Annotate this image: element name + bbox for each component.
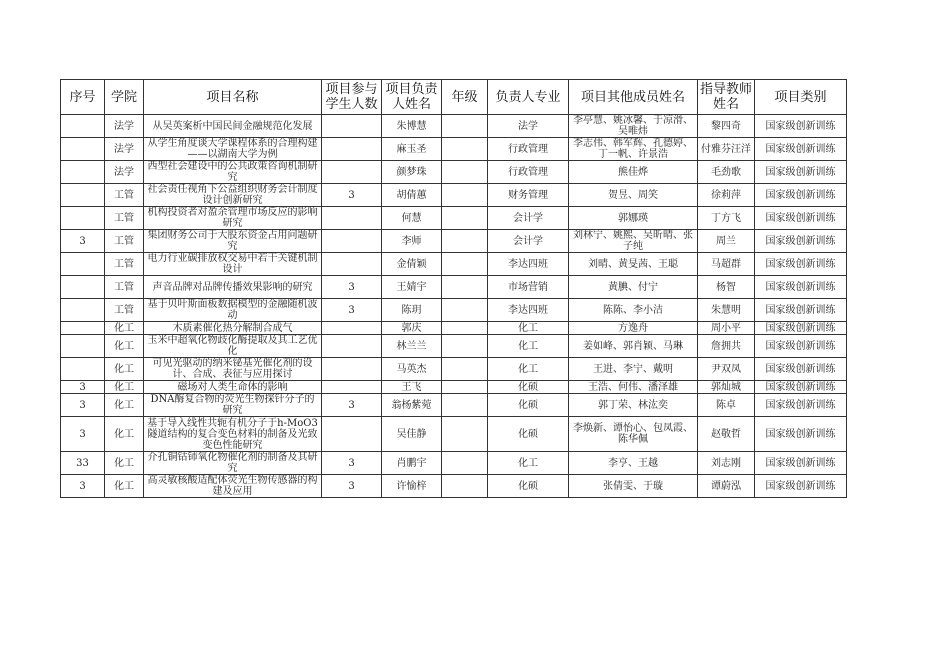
cell-advisor: 付雅芬汪洋 — [698, 138, 755, 161]
table-row — [61, 322, 847, 335]
cell-seq: 33 — [61, 452, 105, 475]
cell-members: 方逸舟 — [569, 322, 698, 335]
cell-college: 化工 — [105, 358, 144, 381]
cell-major: 财务管理 — [488, 184, 569, 207]
cell-college: 工管 — [105, 299, 144, 322]
cell-college: 法学 — [105, 115, 144, 138]
header-cell: 负责人专业 — [488, 80, 569, 115]
header-row — [61, 80, 847, 115]
cell-grade — [442, 253, 488, 276]
cell-college: 化工 — [105, 335, 144, 358]
cell-name: 社会责任视角下公益组织财务会计制度设计创新研究 — [144, 184, 322, 207]
header-cell: 学院 — [105, 80, 144, 115]
cell-major: 行政管理 — [488, 138, 569, 161]
cell-count: 3 — [322, 299, 382, 322]
cell-type: 国家级创新训练 — [755, 394, 847, 417]
table-row — [61, 115, 847, 138]
cell-seq: 3 — [61, 381, 105, 394]
cell-grade — [442, 276, 488, 299]
cell-seq — [61, 253, 105, 276]
cell-name: 基于贝叶斯面板数据模型的金融随机波动 — [144, 299, 322, 322]
cell-grade — [442, 322, 488, 335]
cell-major: 行政管理 — [488, 161, 569, 184]
cell-members: 贺昱、周笑 — [569, 184, 698, 207]
table-row — [61, 184, 847, 207]
cell-type: 国家级创新训练 — [755, 335, 847, 358]
cell-type: 国家级创新训练 — [755, 207, 847, 230]
cell-count — [322, 138, 382, 161]
cell-leader: 麻玉圣 — [382, 138, 442, 161]
cell-grade — [442, 138, 488, 161]
cell-leader: 金倩颖 — [382, 253, 442, 276]
cell-leader: 王婧宇 — [382, 276, 442, 299]
cell-college: 化工 — [105, 475, 144, 498]
table-row — [61, 253, 847, 276]
cell-type: 国家级创新训练 — [755, 358, 847, 381]
cell-college: 法学 — [105, 161, 144, 184]
cell-members: 李志伟、韩军辉、孔德婷、丁一帆、许景浩 — [569, 138, 698, 161]
cell-advisor: 杨智 — [698, 276, 755, 299]
cell-count — [322, 207, 382, 230]
cell-major: 化工 — [488, 358, 569, 381]
cell-seq — [61, 299, 105, 322]
cell-leader: 朱博慧 — [382, 115, 442, 138]
cell-count: 3 — [322, 394, 382, 417]
table-row — [61, 230, 847, 253]
table-row — [61, 276, 847, 299]
cell-advisor: 朱慧明 — [698, 299, 755, 322]
cell-grade — [442, 394, 488, 417]
cell-college: 化工 — [105, 417, 144, 452]
cell-leader: 马英杰 — [382, 358, 442, 381]
cell-grade — [442, 335, 488, 358]
cell-members: 黄腆、付宁 — [569, 276, 698, 299]
cell-major: 李达四班 — [488, 299, 569, 322]
cell-name: 声音品牌对品牌传播效果影响的研究 — [144, 276, 322, 299]
cell-type: 国家级创新训练 — [755, 230, 847, 253]
cell-major: 法学 — [488, 115, 569, 138]
cell-count — [322, 161, 382, 184]
cell-type: 国家级创新训练 — [755, 253, 847, 276]
cell-leader: 何慧 — [382, 207, 442, 230]
table-row — [61, 394, 847, 417]
table-row — [61, 161, 847, 184]
cell-leader: 胡倩蕙 — [382, 184, 442, 207]
table-row — [61, 138, 847, 161]
cell-major: 化硕 — [488, 475, 569, 498]
cell-count — [322, 322, 382, 335]
cell-major: 李达四班 — [488, 253, 569, 276]
table-row — [61, 299, 847, 322]
table-row — [61, 335, 847, 358]
cell-advisor: 周小平 — [698, 322, 755, 335]
cell-major: 化硕 — [488, 417, 569, 452]
cell-name: 玉米中超氧化物歧化酶提取及其工艺优化 — [144, 335, 322, 358]
cell-type: 国家级创新训练 — [755, 475, 847, 498]
cell-seq — [61, 276, 105, 299]
cell-name: 介孔铜钴铈氧化物催化剂的制备及其研究 — [144, 452, 322, 475]
cell-name: 可见光驱动的纳米铋基光催化剂的设计、合成、表征与应用探讨 — [144, 358, 322, 381]
cell-seq — [61, 184, 105, 207]
cell-type: 国家级创新训练 — [755, 276, 847, 299]
cell-members: 李亭慧、姚冰馨、于凉滑、吴唯炜 — [569, 115, 698, 138]
table-row — [61, 358, 847, 381]
cell-name: 木质素催化热分解制合成气 — [144, 322, 322, 335]
table-row — [61, 475, 847, 498]
cell-advisor: 刘志刚 — [698, 452, 755, 475]
cell-advisor: 詹拥共 — [698, 335, 755, 358]
cell-advisor: 黎四奇 — [698, 115, 755, 138]
cell-type: 国家级创新训练 — [755, 417, 847, 452]
cell-grade — [442, 475, 488, 498]
cell-grade — [442, 299, 488, 322]
cell-name: 磁场对人类生命体的影响 — [144, 381, 322, 394]
cell-count — [322, 230, 382, 253]
cell-leader: 王飞 — [382, 381, 442, 394]
cell-seq: 3 — [61, 230, 105, 253]
cell-advisor: 郭灿城 — [698, 381, 755, 394]
cell-seq — [61, 161, 105, 184]
cell-members: 郭丁荣、林汯奕 — [569, 394, 698, 417]
cell-college: 工管 — [105, 184, 144, 207]
cell-count — [322, 335, 382, 358]
cell-members: 张倩雯、于璇 — [569, 475, 698, 498]
cell-leader: 许愉梓 — [382, 475, 442, 498]
cell-grade — [442, 452, 488, 475]
cell-leader: 肖鹏宇 — [382, 452, 442, 475]
cell-seq — [61, 115, 105, 138]
cell-type: 国家级创新训练 — [755, 138, 847, 161]
cell-college: 化工 — [105, 452, 144, 475]
cell-college: 化工 — [105, 322, 144, 335]
cell-advisor: 谭蔚泓 — [698, 475, 755, 498]
cell-count: 3 — [322, 184, 382, 207]
cell-members: 王进、李宁、戴明 — [569, 358, 698, 381]
cell-seq — [61, 358, 105, 381]
cell-college: 法学 — [105, 138, 144, 161]
cell-grade — [442, 358, 488, 381]
cell-name: DNA酶复合物的荧光生物探针分子的研究 — [144, 394, 322, 417]
cell-major: 会计学 — [488, 230, 569, 253]
header-cell: 指导教师姓名 — [698, 80, 755, 115]
cell-count — [322, 417, 382, 452]
cell-college: 工管 — [105, 230, 144, 253]
cell-advisor: 赵敬哲 — [698, 417, 755, 452]
cell-seq: 3 — [61, 417, 105, 452]
cell-name: 西型社会建设中的公共政策咨询机制研究 — [144, 161, 322, 184]
cell-type: 国家级创新训练 — [755, 115, 847, 138]
cell-seq — [61, 322, 105, 335]
cell-college: 化工 — [105, 381, 144, 394]
cell-advisor: 马超群 — [698, 253, 755, 276]
cell-advisor: 徐莉萍 — [698, 184, 755, 207]
cell-count: 3 — [322, 475, 382, 498]
cell-major: 市场营销 — [488, 276, 569, 299]
cell-count: 3 — [322, 276, 382, 299]
cell-grade — [442, 207, 488, 230]
header-cell: 项目其他成员姓名 — [569, 80, 698, 115]
header-cell: 序号 — [61, 80, 105, 115]
cell-name: 从吴英案析中国民间金融规范化发展 — [144, 115, 322, 138]
cell-leader: 翁杨紫菀 — [382, 394, 442, 417]
cell-seq — [61, 207, 105, 230]
cell-type: 国家级创新训练 — [755, 299, 847, 322]
cell-type: 国家级创新训练 — [755, 161, 847, 184]
cell-leader: 颜梦珠 — [382, 161, 442, 184]
cell-members: 李焕新、谭怡心、包凤霞、陈华佩 — [569, 417, 698, 452]
header-cell: 年级 — [442, 80, 488, 115]
cell-advisor: 尹双凤 — [698, 358, 755, 381]
cell-major: 化工 — [488, 452, 569, 475]
header-cell: 项目参与学生人数 — [322, 80, 382, 115]
cell-name: 集团财务公司于大股东资金占用问题研究 — [144, 230, 322, 253]
cell-members: 姜如峰、郭肖颖、马琳 — [569, 335, 698, 358]
cell-members: 刘林宁、姚熙、吴昕晴、张子纯 — [569, 230, 698, 253]
cell-grade — [442, 230, 488, 253]
cell-members: 李亨、王越 — [569, 452, 698, 475]
cell-count — [322, 253, 382, 276]
cell-seq — [61, 335, 105, 358]
cell-grade — [442, 115, 488, 138]
cell-type: 国家级创新训练 — [755, 184, 847, 207]
cell-college: 工管 — [105, 276, 144, 299]
table-row — [61, 417, 847, 452]
header-cell: 项目类别 — [755, 80, 847, 115]
cell-seq: 3 — [61, 394, 105, 417]
cell-type: 国家级创新训练 — [755, 322, 847, 335]
cell-leader: 吴佳静 — [382, 417, 442, 452]
cell-major: 化硕 — [488, 381, 569, 394]
cell-major: 会计学 — [488, 207, 569, 230]
cell-members: 刘晴、黄旻茜、王聪 — [569, 253, 698, 276]
cell-count — [322, 358, 382, 381]
table-row — [61, 381, 847, 394]
cell-type: 国家级创新训练 — [755, 381, 847, 394]
cell-college: 工管 — [105, 253, 144, 276]
cell-name: 高灵敏核酸适配体荧光生物传感器的构建及应用 — [144, 475, 322, 498]
cell-leader: 郭庆 — [382, 322, 442, 335]
cell-advisor: 毛劲歌 — [698, 161, 755, 184]
cell-name: 机构投资者对盈余管理市场反应的影响研究 — [144, 207, 322, 230]
cell-college: 工管 — [105, 207, 144, 230]
cell-count — [322, 115, 382, 138]
cell-seq: 3 — [61, 475, 105, 498]
cell-members: 陈陈、李小洁 — [569, 299, 698, 322]
cell-type: 国家级创新训练 — [755, 452, 847, 475]
cell-members: 王浩、何伟、潘泽雄 — [569, 381, 698, 394]
table-row — [61, 207, 847, 230]
cell-seq — [61, 138, 105, 161]
cell-college: 化工 — [105, 394, 144, 417]
cell-grade — [442, 161, 488, 184]
cell-major: 化硕 — [488, 394, 569, 417]
table-row — [61, 452, 847, 475]
cell-members: 熊佳烨 — [569, 161, 698, 184]
cell-leader: 陈玥 — [382, 299, 442, 322]
project-table — [60, 79, 847, 498]
cell-advisor: 陈卓 — [698, 394, 755, 417]
cell-advisor: 周兰 — [698, 230, 755, 253]
cell-count: 3 — [322, 452, 382, 475]
cell-grade — [442, 184, 488, 207]
cell-leader: 李师 — [382, 230, 442, 253]
cell-grade — [442, 381, 488, 394]
cell-major: 化工 — [488, 322, 569, 335]
cell-advisor: 丁方飞 — [698, 207, 755, 230]
cell-leader: 林兰兰 — [382, 335, 442, 358]
cell-grade — [442, 417, 488, 452]
header-cell: 项目名称 — [144, 80, 322, 115]
cell-count — [322, 381, 382, 394]
cell-members: 郭娜瑛 — [569, 207, 698, 230]
header-cell: 项目负责人姓名 — [382, 80, 442, 115]
cell-name: 从学生角度谈大学课程体系的合理构建——以湖南大学为例 — [144, 138, 322, 161]
cell-name: 基于导入线性共轭有机分子于h-MoO3隧道结构的复合变色材料的制备及光致变色性能研究 — [144, 417, 322, 452]
cell-major: 化工 — [488, 335, 569, 358]
cell-name: 电力行业碳排放权交易中若干关键机制设计 — [144, 253, 322, 276]
